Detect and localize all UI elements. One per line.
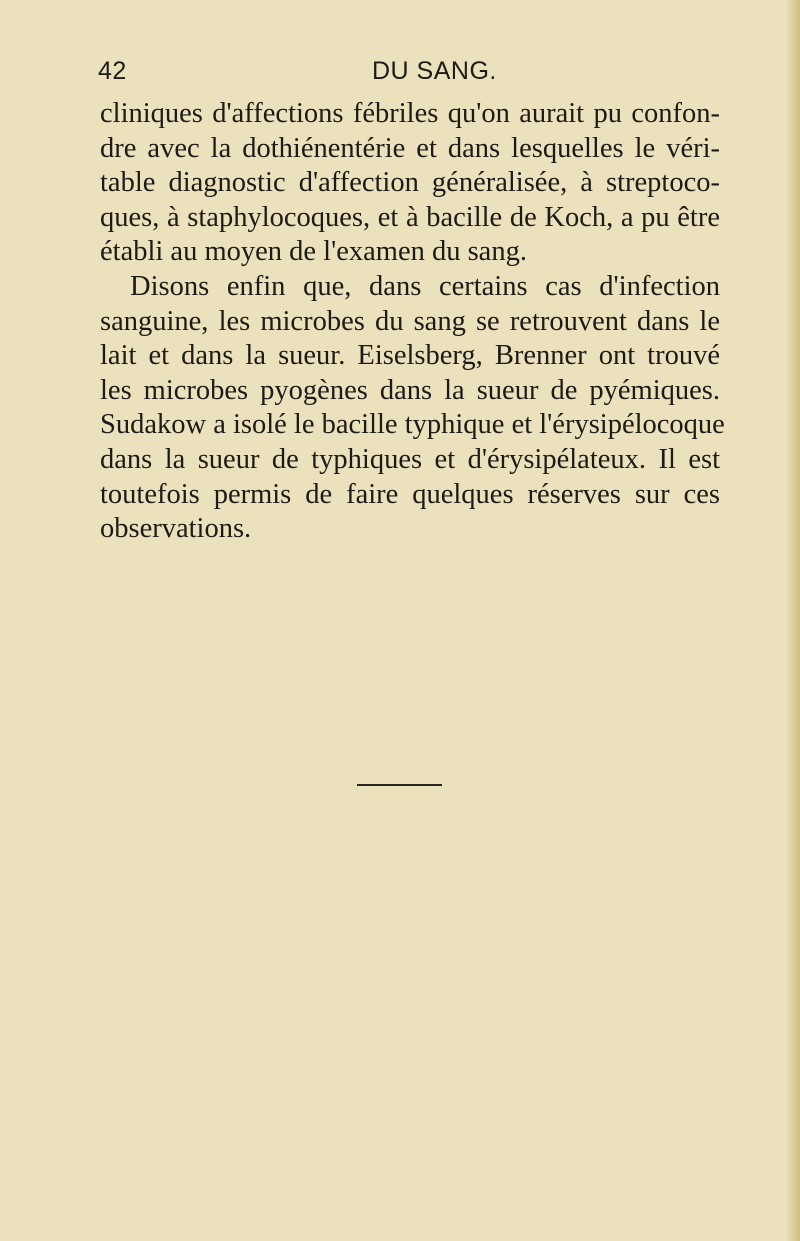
paragraph-start-line: Disons enfin que, dans certains cas d'infection — [130, 270, 720, 302]
text-line: sanguine, les microbes du sang se retrouvent dans le — [100, 305, 720, 337]
text-line: dans la sueur de typhiques et d'érysipélateux. Il est — [100, 443, 720, 475]
text-line: les microbes pyogènes dans la sueur de pyémiques. — [100, 374, 720, 406]
text-line: table diagnostic d'affection généralisée, à streptoco- — [100, 167, 720, 199]
paragraph-end-line: observations. — [100, 513, 252, 545]
page-number: 42 — [98, 57, 127, 85]
section-end-rule — [357, 784, 442, 786]
running-header — [0, 56, 800, 92]
text-line: Sudakow a isolé le bacille typhique et l'érysipélocoque — [100, 409, 725, 441]
text-line: ques, à staphylocoques, et à bacille de Koch, a pu être — [100, 201, 720, 233]
page-edge-shadow — [786, 0, 800, 1241]
text-line: toutefois permis de faire quelques réserves sur ces — [100, 478, 720, 510]
text-line: lait et dans la sueur. Eiselsberg, Brenner ont trouvé — [100, 340, 720, 372]
text-line: dre avec la dothiénentérie et dans lesquelles le véri- — [100, 132, 720, 164]
body-text — [100, 97, 725, 547]
text-line: cliniques d'affections fébriles qu'on aurait pu confon- — [100, 98, 720, 129]
paragraph-end-line: établi au moyen de l'examen du sang. — [100, 236, 527, 268]
running-title: DU SANG. — [372, 57, 497, 85]
